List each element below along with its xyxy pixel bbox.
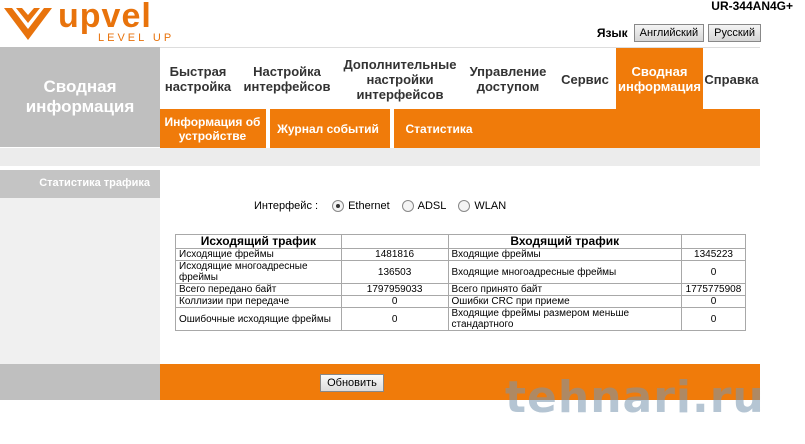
sidebar-item-traffic-stats[interactable]: Статистика трафика — [0, 170, 160, 198]
subnav-device-info[interactable]: Информация об устройстве — [164, 114, 261, 143]
in-label: Входящие многоадресные фреймы — [448, 261, 681, 284]
nav-access-management[interactable]: Управление доступом — [469, 64, 547, 94]
section-title-panel — [0, 47, 160, 147]
out-label: Коллизии при передаче — [176, 296, 342, 308]
language-selector — [597, 24, 761, 42]
logo-tagline: LEVEL UP — [98, 32, 175, 44]
in-value: 1775775908 — [681, 284, 745, 296]
out-value: 0 — [341, 308, 448, 331]
table-row — [176, 296, 746, 308]
upvel-logo-icon — [2, 2, 54, 42]
table-row — [176, 249, 746, 261]
in-value: 0 — [681, 308, 745, 331]
in-value: 0 — [681, 296, 745, 308]
radio-wlan[interactable] — [458, 200, 470, 212]
interface-radio-group — [254, 200, 514, 212]
in-label: Входящие фреймы — [448, 249, 681, 261]
sidebar-body — [0, 198, 160, 364]
language-label: Язык — [596, 26, 628, 40]
nav-help[interactable]: Справка — [704, 71, 759, 87]
subnav-event-log[interactable]: Журнал событий — [277, 121, 379, 136]
in-label: Входящие фреймы размером меньше стандартного — [448, 308, 681, 331]
subnav-divider — [266, 109, 270, 148]
lang-english-button[interactable]: Английский — [634, 24, 705, 42]
radio-wlan-label: WLAN — [474, 200, 507, 212]
subnav-statistics[interactable]: Статистика — [405, 121, 473, 136]
in-value: 1345223 — [681, 249, 745, 261]
outgoing-header: Исходящий трафик — [176, 235, 342, 249]
out-value: 1481816 — [341, 249, 448, 261]
device-model: UR-344AN4G+ — [711, 0, 793, 13]
sub-nav — [160, 109, 760, 148]
out-label: Исходящие фреймы — [176, 249, 342, 261]
out-value: 136503 — [341, 261, 448, 284]
incoming-header: Входящий трафик — [448, 235, 681, 249]
nav-status-summary[interactable]: Сводная информация — [616, 48, 703, 110]
radio-ethernet-label: Ethernet — [348, 200, 390, 212]
logo-brand-text: upvel — [58, 0, 152, 35]
nav-service[interactable]: Сервис — [561, 71, 609, 87]
radio-ethernet[interactable] — [332, 200, 344, 212]
table-row — [176, 284, 746, 296]
radio-adsl-label: ADSL — [417, 200, 447, 212]
nav-advanced-setup[interactable]: Дополнительные настройки интерфейсов — [343, 56, 457, 102]
in-label: Ошибки CRC при приеме — [448, 296, 681, 308]
out-value: 1797959033 — [341, 284, 448, 296]
section-title: Сводная информация — [25, 77, 135, 116]
radio-adsl[interactable] — [402, 200, 414, 212]
header-blank — [341, 235, 448, 249]
nav-quick-setup[interactable]: Быстрая настройка — [164, 64, 232, 94]
table-row — [176, 261, 746, 284]
refresh-button[interactable]: Обновить — [320, 374, 384, 392]
out-label: Ошибочные исходящие фреймы — [176, 308, 342, 331]
in-label: Всего принято байт — [448, 284, 681, 296]
traffic-stats-table — [175, 234, 746, 331]
upvel-logo — [0, 0, 180, 46]
footer-left — [0, 364, 160, 400]
content-top-strip — [0, 148, 760, 166]
in-value: 0 — [681, 261, 745, 284]
lang-russian-button[interactable]: Русский — [708, 24, 761, 42]
header-blank — [681, 235, 745, 249]
table-row — [176, 308, 746, 331]
table-header-row — [176, 235, 746, 249]
out-label: Исходящие многоадресные фреймы — [176, 261, 342, 284]
out-value: 0 — [341, 296, 448, 308]
nav-interface-setup[interactable]: Настройка интерфейсов — [243, 64, 331, 94]
main-nav — [160, 47, 760, 109]
subnav-divider — [390, 109, 394, 148]
out-label: Всего передано байт — [176, 284, 342, 296]
interface-label: Интерфейс : — [254, 200, 319, 212]
watermark-text: tehnari.ru — [505, 372, 765, 423]
